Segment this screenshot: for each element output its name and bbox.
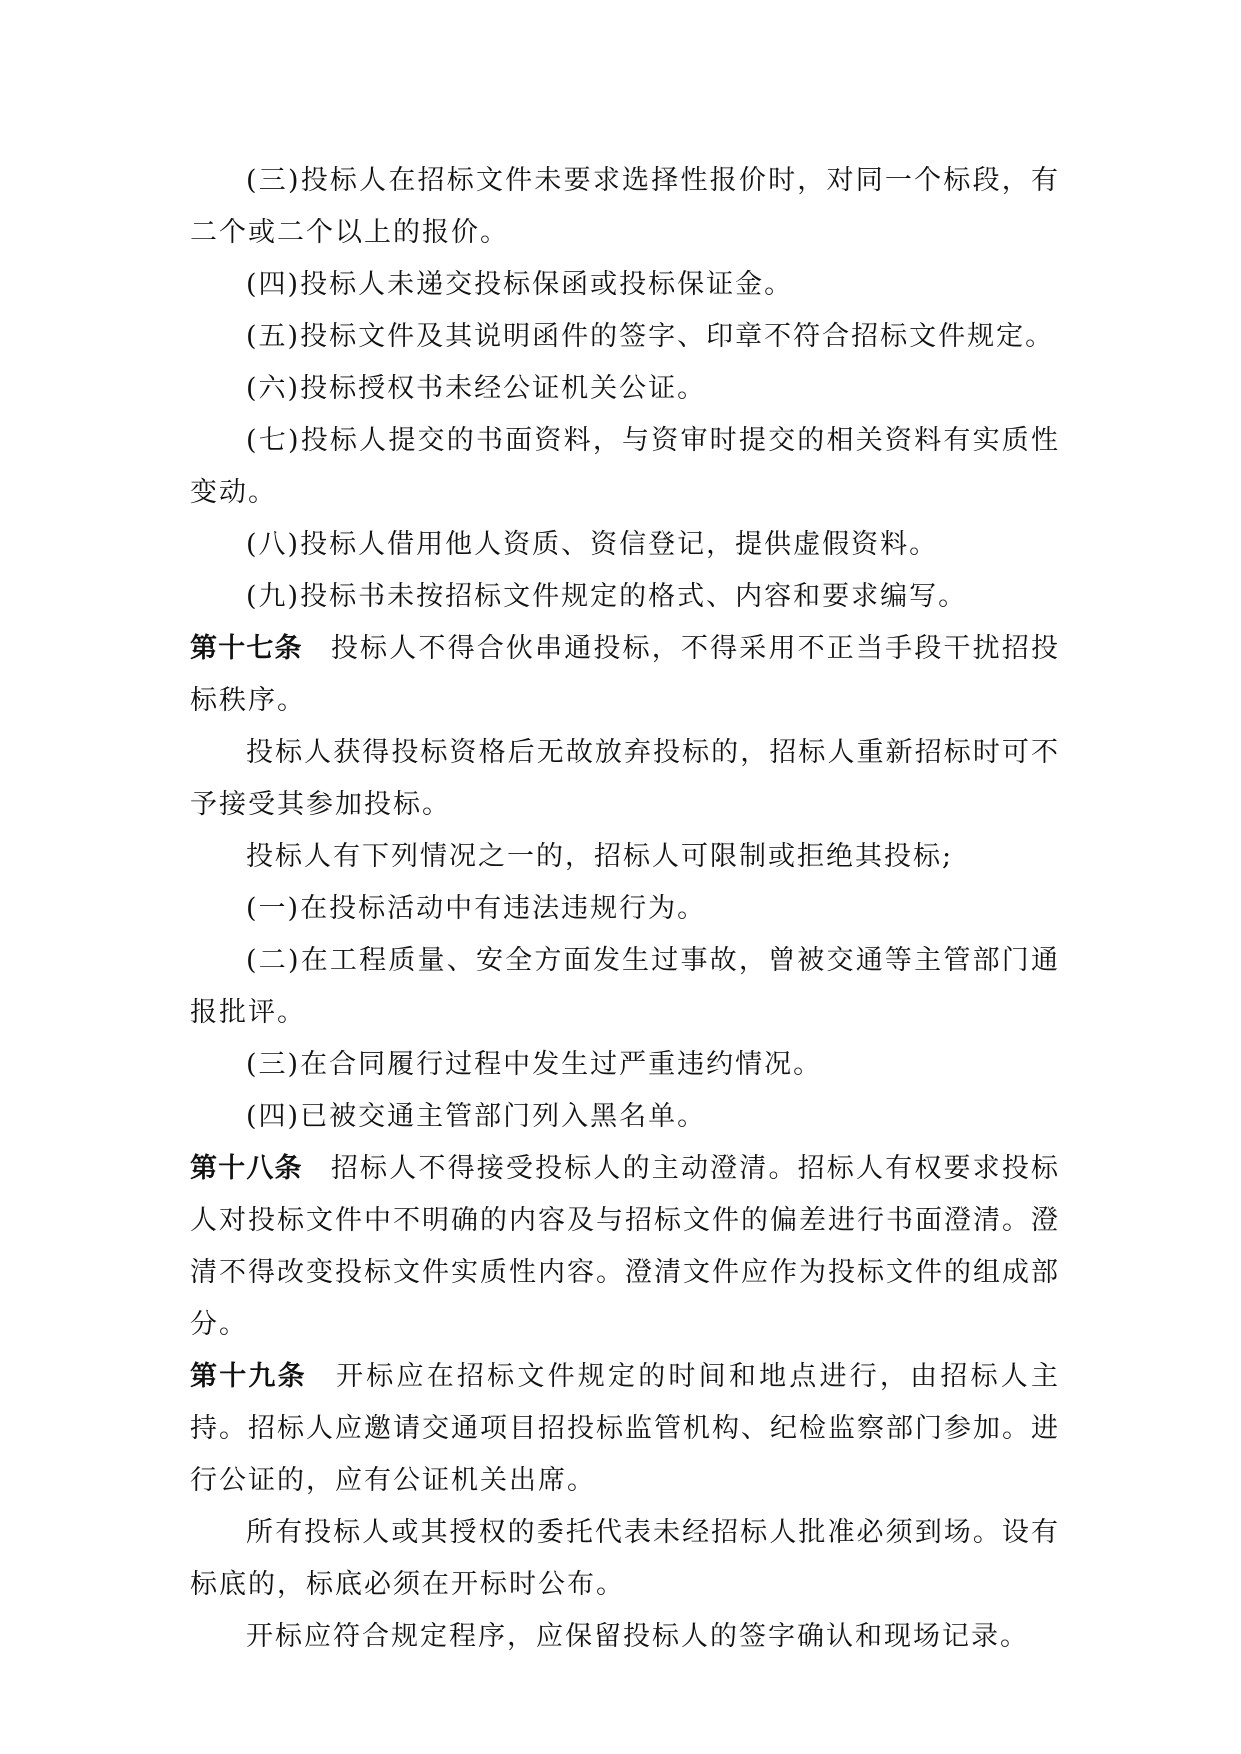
body-paragraph: 所有投标人或其授权的委托代表未经招标人批准必须到场。设有标底的，标底必须在开标时公布。 [190,1517,1060,1600]
article-text: 招标人不得接受投标人的主动澄清。招标人有权要求投标人对投标文件中不明确的内容及与招标文件的偏差进行书面澄清。澄清不得改变投标文件实质性内容。澄清文件应作为投标文件的组成部分。 [190,1153,1061,1340]
clause-paragraph: (四)投标人未递交投标保函或投标保证金。 [246,269,794,300]
clause-paragraph: (三)在合同履行过程中发生过严重违约情况。 [246,1049,823,1080]
body-paragraph: 投标人获得投标资格后无故放弃投标的，招标人重新招标时可不予接受其参加投标。 [190,737,1060,820]
clause-paragraph: (七)投标人提交的书面资料，与资审时提交的相关资料有实质性变动。 [190,425,1060,508]
clause-paragraph: (五)投标文件及其说明函件的签字、印章不符合招标文件规定。 [246,321,1055,352]
clause-paragraph: (六)投标授权书未经公证机关公证。 [246,373,707,404]
article-17 [190,623,1060,727]
article-text: 投标人不得合伙串通投标，不得采用不正当手段干扰招投标秩序。 [190,633,1061,716]
article-number: 第十九条 [190,1361,307,1392]
article-text: 开标应在招标文件规定的时间和地点进行，由招标人主持。招标人应邀请交通项目招投标监管机构、纪检监察部门参加。进行公证的，应有公证机关出席。 [190,1361,1061,1496]
article-number: 第十七条 [190,633,303,664]
body-paragraph: 投标人有下列情况之一的，招标人可限制或拒绝其投标; [246,841,954,872]
clause-paragraph: (九)投标书未按招标文件规定的格式、内容和要求编写。 [246,581,968,612]
body-paragraph: 开标应符合规定程序，应保留投标人的签字确认和现场记录。 [246,1621,1029,1652]
clause-paragraph: (二)在工程质量、安全方面发生过事故，曾被交通等主管部门通报批评。 [190,945,1060,1028]
clause-paragraph: (八)投标人借用他人资质、资信登记，提供虚假资料。 [246,529,939,560]
document-body [190,155,1060,1663]
article-19 [190,1351,1060,1507]
clause-paragraph: (一)在投标活动中有违法违规行为。 [246,893,707,924]
clause-paragraph: (四)已被交通主管部门列入黑名单。 [246,1101,707,1132]
article-number: 第十八条 [190,1153,303,1184]
clause-paragraph: (三)投标人在招标文件未要求选择性报价时，对同一个标段，有二个或二个以上的报价。 [190,165,1060,248]
article-18 [190,1143,1060,1351]
